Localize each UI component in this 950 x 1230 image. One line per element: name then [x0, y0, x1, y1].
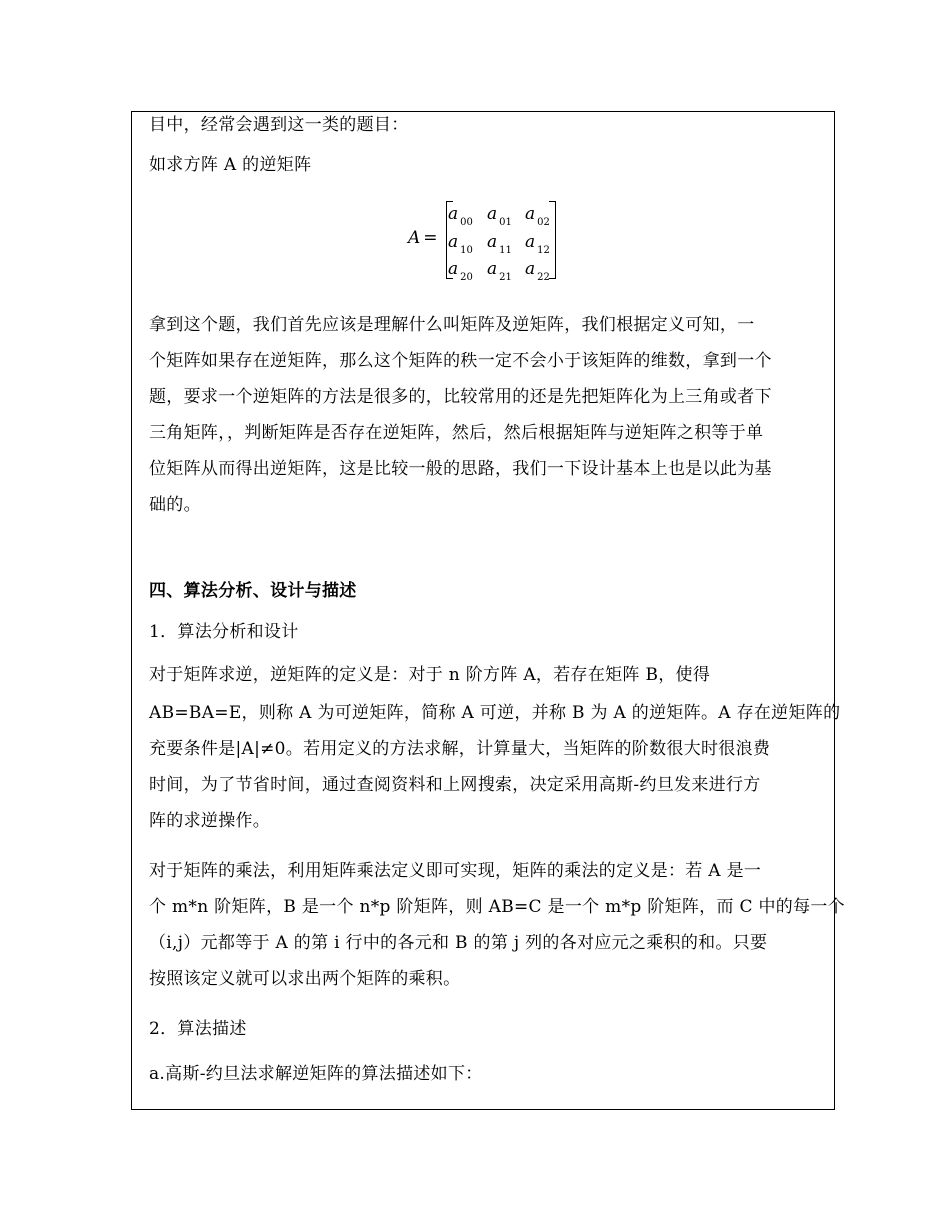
matrix-right-bracket — [549, 201, 556, 279]
paragraph-1-line: 个矩阵如果存在逆矩阵，那么这个矩阵的秩一定不会小于该矩阵的维数，拿到一个 — [149, 351, 772, 371]
matrix-cell: a $_{02}$ — [525, 204, 550, 228]
text-line-2: 如求方阵 A 的逆矩阵 — [149, 155, 312, 175]
paragraph-1-line: 位矩阵从而得出逆矩阵，这是比较一般的思路，我们一下设计基本上也是以此为基 — [149, 459, 772, 479]
paragraph-2-line: AB=BA=E，则称 A 为可逆矩阵，简称 A 可逆，并称 B 为 A 的逆矩阵。A 存在逆矩阵的 — [149, 703, 841, 723]
subsection-heading: 2．算法描述 — [149, 1019, 247, 1039]
matrix-cell: a $_{01}$ — [487, 204, 512, 228]
paragraph-2-line: 对于矩阵求逆，逆矩阵的定义是：对于 n 阶方阵 A，若存在矩阵 B，使得 — [149, 665, 711, 685]
matrix-cell: a $_{00}$ — [448, 204, 473, 228]
paragraph-1-line: 拿到这个题，我们首先应该是理解什么叫矩阵及逆矩阵，我们根据定义可知，一 — [149, 315, 755, 335]
matrix-lhs-symbol: A — [408, 228, 421, 248]
paragraph-1-line: 题，要求一个逆矩阵的方法是很多的，比较常用的还是先把矩阵化为上三角或者下 — [149, 387, 772, 407]
paragraph-3-line: 按照该定义就可以求出两个矩阵的乘积。 — [149, 969, 461, 989]
text-line-last: a.高斯-约旦法求解逆矩阵的算法描述如下： — [149, 1064, 483, 1084]
paragraph-2-line: 充要条件是|A|≠0。若用定义的方法求解，计算量大，当矩阵的阶数很大时很浪费 — [149, 739, 771, 759]
matrix-cell: a $_{11}$ — [487, 232, 512, 256]
matrix-cell: a $_{12}$ — [525, 232, 550, 256]
paragraph-1-line: 础的。 — [149, 495, 201, 515]
matrix-cell: a $_{20}$ — [448, 259, 473, 283]
paragraph-2-line: 阵的求逆操作。 — [149, 811, 271, 831]
matrix-equals: = — [423, 228, 438, 248]
matrix-cell: a $_{22}$ — [525, 259, 550, 283]
subsection-heading: 1．算法分析和设计 — [149, 622, 299, 642]
matrix-a — [408, 197, 568, 287]
text-line-1: 目中，经常会遇到这一类的题目： — [149, 115, 409, 135]
matrix-cell: a $_{21}$ — [487, 259, 512, 283]
matrix-cell: a $_{10}$ — [448, 232, 473, 256]
paragraph-1-line: 三角矩阵，，判断矩阵是否存在逆矩阵，然后，然后根据矩阵与逆矩阵之积等于单 — [149, 423, 764, 443]
paragraph-3-line: （i,j）元都等于 A 的第 i 行中的各元和 B 的第 j 列的各对应元之乘积的和。只要 — [149, 933, 768, 953]
paragraph-2-line: 时间，为了节省时间，通过查阅资料和上网搜索，决定采用高斯-约旦发来进行方 — [149, 775, 761, 795]
matrix-lhs — [408, 228, 438, 248]
paragraph-3-line: 对于矩阵的乘法，利用矩阵乘法定义即可实现，矩阵的乘法的定义是：若 A 是一 — [149, 861, 762, 881]
section-heading: 四、算法分析、设计与描述 — [149, 581, 357, 601]
paragraph-3-line: 个 m*n 阶矩阵，B 是一个 n*p 阶矩阵，则 AB=C 是一个 m*p 阶矩阵，而 C 中的每一个 — [149, 897, 845, 917]
